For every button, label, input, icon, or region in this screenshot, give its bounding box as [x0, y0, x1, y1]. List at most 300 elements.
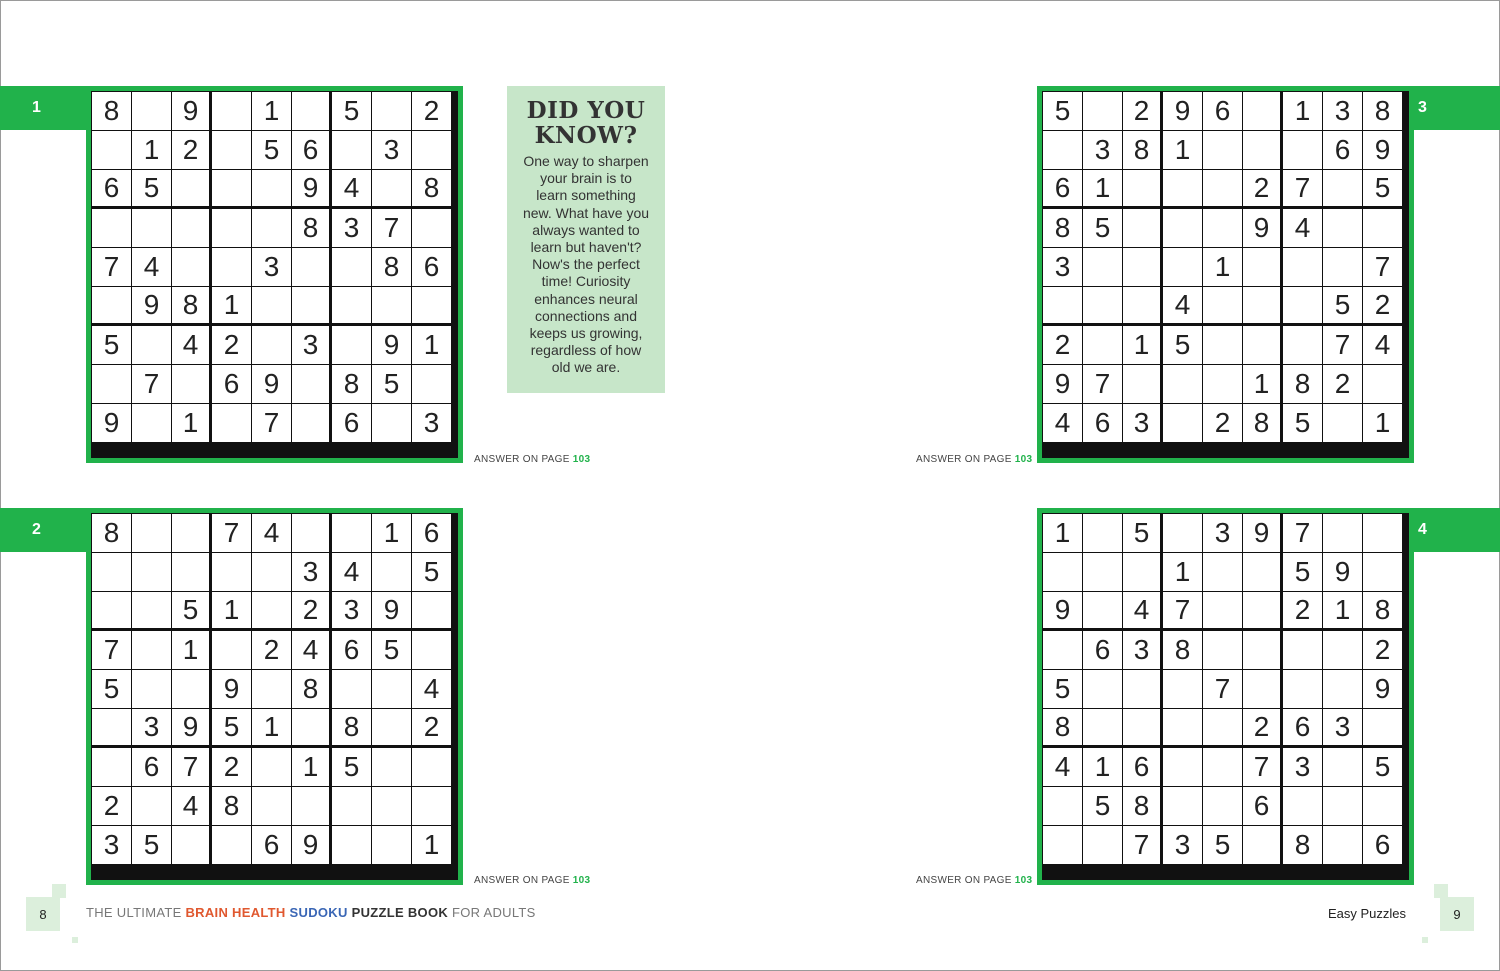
sudoku-cell: 6 [332, 404, 371, 442]
did-you-know-line: new. What have you [522, 204, 650, 221]
answer-reference-2 [474, 875, 590, 886]
sudoku-cell: 1 [292, 748, 329, 786]
sudoku-cell [1043, 287, 1082, 323]
sudoku-cell [1123, 248, 1160, 286]
sudoku-cell [1203, 553, 1242, 591]
sudoku-cell [212, 131, 251, 169]
sudoku-cell: 5 [332, 748, 371, 786]
sudoku-cell [1203, 365, 1242, 403]
sudoku-cell [92, 709, 131, 745]
sudoku-cell [252, 209, 291, 247]
sudoku-cell: 1 [212, 592, 251, 628]
sudoku-cell [1083, 553, 1122, 591]
sudoku-cell [1203, 787, 1242, 825]
sudoku-cell [132, 92, 171, 130]
sudoku-cell [412, 365, 451, 403]
sudoku-cell: 6 [1283, 709, 1322, 745]
sudoku-cell [92, 131, 131, 169]
sudoku-cell: 8 [92, 514, 131, 552]
sudoku-cell [1243, 553, 1280, 591]
did-you-know-line: One way to sharpen [523, 153, 649, 169]
footer-decoration [52, 884, 66, 898]
sudoku-cell [1363, 709, 1402, 745]
sudoku-cell [1243, 131, 1280, 169]
sudoku-cell: 2 [1123, 92, 1160, 130]
sudoku-cell [1163, 248, 1202, 286]
sudoku-cell: 7 [132, 365, 171, 403]
sudoku-cell: 4 [332, 170, 371, 206]
sudoku-cell [332, 248, 371, 286]
sudoku-cell: 8 [412, 170, 451, 206]
sudoku-cell: 9 [372, 592, 411, 628]
sudoku-cell [332, 131, 371, 169]
answer-page: 103 [572, 454, 591, 465]
sudoku-cell [292, 365, 329, 403]
sudoku-board [91, 91, 458, 458]
sudoku-cell: 3 [252, 248, 291, 286]
sudoku-cell [1243, 326, 1280, 364]
sudoku-grid-3 [1037, 86, 1414, 463]
puzzle-number-4: 4 [1400, 508, 1500, 552]
sudoku-cell: 8 [332, 709, 371, 745]
sudoku-cell [1083, 287, 1122, 323]
sudoku-cell: 3 [1163, 826, 1202, 864]
book-title-part: THE ULTIMATE [86, 905, 186, 920]
did-you-know-line: always wanted to [532, 221, 640, 238]
sudoku-board [1042, 91, 1409, 458]
sudoku-cell: 4 [412, 670, 451, 708]
sudoku-cell [172, 248, 209, 286]
sudoku-cell [172, 553, 209, 591]
sudoku-cell: 3 [92, 826, 131, 864]
answer-prefix: ANSWER ON PAGE [916, 454, 1012, 465]
sudoku-cell: 1 [1283, 92, 1322, 130]
sudoku-cell [1323, 514, 1362, 552]
sudoku-cell: 3 [332, 592, 371, 628]
sudoku-cell [1123, 365, 1160, 403]
section-title: Easy Puzzles [1328, 906, 1407, 921]
sudoku-cell [1083, 670, 1122, 708]
did-you-know-line: learn something [536, 187, 636, 204]
sudoku-cell: 3 [292, 326, 329, 364]
sudoku-cell: 5 [132, 826, 171, 864]
sudoku-cell [1163, 170, 1202, 206]
sudoku-cell [1043, 553, 1082, 591]
sudoku-cell [292, 287, 329, 323]
book-title-part: FOR ADULTS [451, 905, 536, 920]
sudoku-cell: 6 [132, 748, 171, 786]
sudoku-cell: 5 [1083, 787, 1122, 825]
sudoku-cell: 2 [212, 326, 251, 364]
sudoku-cell: 4 [1163, 287, 1202, 323]
answer-reference-1 [474, 454, 590, 465]
footer-decoration [1434, 884, 1448, 898]
sudoku-cell [372, 670, 411, 708]
sudoku-cell: 2 [252, 631, 291, 669]
sudoku-cell: 9 [1243, 514, 1280, 552]
sudoku-cell [1163, 787, 1202, 825]
sudoku-cell [1323, 209, 1362, 247]
sudoku-grid-1 [86, 86, 463, 463]
did-you-know-line: keeps us growing, [529, 325, 643, 342]
sudoku-cell [1323, 170, 1362, 206]
sudoku-cell [1323, 631, 1362, 669]
left-page-number: 8 [26, 897, 60, 931]
sudoku-cell: 5 [1203, 826, 1242, 864]
sudoku-cell [212, 631, 251, 669]
sudoku-cell: 7 [1283, 514, 1322, 552]
sudoku-cell: 1 [412, 826, 451, 864]
sudoku-cell: 9 [372, 326, 411, 364]
sudoku-cell [1203, 709, 1242, 745]
sudoku-cell [132, 631, 171, 669]
sudoku-cell [332, 670, 371, 708]
sudoku-cell: 7 [1323, 326, 1362, 364]
sudoku-cell: 3 [1123, 404, 1160, 442]
sudoku-cell: 1 [212, 287, 251, 323]
sudoku-cell [1283, 787, 1322, 825]
sudoku-cell [252, 170, 291, 206]
sudoku-cell: 6 [1123, 748, 1160, 786]
sudoku-cell: 1 [412, 326, 451, 364]
sudoku-cell [1163, 709, 1202, 745]
sudoku-cell: 4 [292, 631, 329, 669]
sudoku-cell: 8 [92, 92, 131, 130]
answer-reference-3 [916, 454, 1032, 465]
sudoku-cell: 7 [252, 404, 291, 442]
sudoku-cell: 7 [1243, 748, 1280, 786]
sudoku-cell [132, 326, 171, 364]
sudoku-cell [332, 826, 371, 864]
sudoku-cell: 5 [332, 92, 371, 130]
sudoku-cell: 6 [412, 514, 451, 552]
sudoku-cell: 8 [1283, 826, 1322, 864]
sudoku-cell: 4 [1043, 748, 1082, 786]
sudoku-cell: 5 [1283, 553, 1322, 591]
sudoku-cell: 8 [212, 787, 251, 825]
sudoku-cell [412, 209, 451, 247]
sudoku-cell: 3 [332, 209, 371, 247]
sudoku-cell [1283, 631, 1322, 669]
footer-decoration [72, 937, 78, 943]
sudoku-cell: 4 [172, 787, 209, 825]
sudoku-cell: 5 [172, 592, 209, 628]
sudoku-cell [372, 787, 411, 825]
sudoku-cell [252, 670, 291, 708]
answer-reference-4 [916, 875, 1032, 886]
sudoku-cell [292, 92, 329, 130]
sudoku-cell: 1 [132, 131, 171, 169]
sudoku-cell: 6 [212, 365, 251, 403]
sudoku-cell: 8 [332, 365, 371, 403]
sudoku-cell [372, 748, 411, 786]
sudoku-cell [292, 514, 329, 552]
sudoku-cell [212, 209, 251, 247]
sudoku-cell: 6 [92, 170, 131, 206]
sudoku-cell [1323, 670, 1362, 708]
sudoku-cell: 3 [1203, 514, 1242, 552]
sudoku-cell: 5 [92, 326, 131, 364]
sudoku-cell [372, 709, 411, 745]
sudoku-cell [172, 209, 209, 247]
sudoku-cell: 4 [172, 326, 209, 364]
did-you-know-line: old we are. [551, 359, 621, 376]
did-you-know-line: your brain is to [540, 170, 632, 187]
answer-prefix: ANSWER ON PAGE [916, 875, 1012, 886]
sudoku-cell: 1 [1363, 404, 1402, 442]
sudoku-cell: 8 [1043, 209, 1082, 247]
sudoku-cell: 6 [1323, 131, 1362, 169]
sudoku-cell: 6 [292, 131, 329, 169]
book-title [86, 905, 536, 920]
sudoku-cell: 8 [292, 209, 329, 247]
sudoku-cell [212, 404, 251, 442]
did-you-know-line: regardless of how [530, 342, 642, 359]
sudoku-cell [1163, 670, 1202, 708]
sudoku-cell: 4 [1363, 326, 1402, 364]
sudoku-cell [252, 287, 291, 323]
sudoku-cell: 2 [412, 92, 451, 130]
sudoku-cell: 5 [372, 631, 411, 669]
sudoku-cell: 9 [252, 365, 291, 403]
sudoku-cell: 1 [372, 514, 411, 552]
sudoku-cell [1323, 748, 1362, 786]
did-you-know-box [507, 86, 665, 393]
sudoku-cell: 9 [292, 170, 329, 206]
sudoku-cell: 9 [212, 670, 251, 708]
sudoku-cell [1243, 592, 1280, 628]
sudoku-cell: 2 [412, 709, 451, 745]
book-title-puzzle-book: PUZZLE BOOK [351, 905, 452, 920]
sudoku-cell [172, 670, 209, 708]
sudoku-cell [372, 92, 411, 130]
sudoku-cell: 4 [1123, 592, 1160, 628]
sudoku-cell: 5 [1163, 326, 1202, 364]
did-you-know-title [507, 98, 665, 148]
sudoku-cell: 9 [1043, 365, 1082, 403]
sudoku-cell [1363, 787, 1402, 825]
sudoku-cell [92, 365, 131, 403]
sudoku-cell [1163, 209, 1202, 247]
sudoku-cell [1283, 131, 1322, 169]
sudoku-board [91, 513, 458, 880]
sudoku-cell: 8 [1123, 131, 1160, 169]
sudoku-cell: 7 [1083, 365, 1122, 403]
sudoku-cell [1203, 592, 1242, 628]
sudoku-cell [1203, 170, 1242, 206]
sudoku-cell [92, 592, 131, 628]
sudoku-cell: 3 [292, 553, 329, 591]
sudoku-cell [372, 287, 411, 323]
answer-page: 103 [572, 875, 591, 886]
sudoku-cell [1123, 553, 1160, 591]
sudoku-cell: 7 [372, 209, 411, 247]
sudoku-cell [1203, 209, 1242, 247]
sudoku-cell [1283, 670, 1322, 708]
sudoku-cell [1363, 553, 1402, 591]
sudoku-cell [1283, 287, 1322, 323]
sudoku-cell: 9 [132, 287, 171, 323]
sudoku-cell [92, 287, 131, 323]
book-title-brain-health: BRAIN HEALTH [185, 905, 290, 920]
sudoku-cell [1283, 326, 1322, 364]
sudoku-cell: 6 [1083, 631, 1122, 669]
sudoku-cell: 5 [412, 553, 451, 591]
sudoku-cell [1083, 826, 1122, 864]
sudoku-cell: 2 [1043, 326, 1082, 364]
sudoku-cell: 8 [1123, 787, 1160, 825]
sudoku-cell [412, 631, 451, 669]
sudoku-cell: 9 [172, 709, 209, 745]
sudoku-cell: 9 [292, 826, 329, 864]
answer-prefix: ANSWER ON PAGE [474, 454, 570, 465]
sudoku-cell: 7 [172, 748, 209, 786]
sudoku-cell: 5 [1043, 92, 1082, 130]
sudoku-cell: 2 [1323, 365, 1362, 403]
sudoku-cell: 2 [92, 787, 131, 825]
sudoku-cell [412, 592, 451, 628]
sudoku-cell [252, 553, 291, 591]
sudoku-cell: 6 [1243, 787, 1280, 825]
sudoku-cell: 7 [212, 514, 251, 552]
sudoku-cell: 2 [172, 131, 209, 169]
sudoku-cell: 7 [1283, 170, 1322, 206]
sudoku-cell: 8 [1363, 92, 1402, 130]
sudoku-cell [172, 365, 209, 403]
sudoku-cell [1203, 287, 1242, 323]
sudoku-cell [1083, 248, 1122, 286]
sudoku-cell: 6 [412, 248, 451, 286]
sudoku-cell: 5 [212, 709, 251, 745]
sudoku-cell [132, 404, 171, 442]
sudoku-cell [372, 826, 411, 864]
sudoku-cell: 1 [1083, 748, 1122, 786]
sudoku-cell [292, 404, 329, 442]
sudoku-cell [1243, 826, 1280, 864]
sudoku-cell [132, 514, 171, 552]
sudoku-cell: 3 [132, 709, 171, 745]
sudoku-cell: 1 [1123, 326, 1160, 364]
sudoku-cell [1123, 287, 1160, 323]
sudoku-cell [1363, 365, 1402, 403]
sudoku-cell [212, 92, 251, 130]
sudoku-cell [1203, 631, 1242, 669]
sudoku-cell [1363, 514, 1402, 552]
sudoku-cell [372, 170, 411, 206]
sudoku-cell [1323, 826, 1362, 864]
sudoku-cell [1123, 209, 1160, 247]
puzzle-number-2: 2 [0, 508, 100, 552]
sudoku-cell [1283, 248, 1322, 286]
sudoku-cell [132, 209, 171, 247]
sudoku-cell: 3 [1083, 131, 1122, 169]
sudoku-cell [1083, 514, 1122, 552]
did-you-know-line: time! Curiosity [541, 273, 631, 290]
sudoku-cell: 3 [1323, 92, 1362, 130]
sudoku-cell: 9 [1323, 553, 1362, 591]
sudoku-cell [1043, 787, 1082, 825]
sudoku-cell: 9 [92, 404, 131, 442]
sudoku-cell: 6 [332, 631, 371, 669]
book-title-sudoku: SUDOKU [289, 905, 352, 920]
sudoku-cell: 9 [1363, 131, 1402, 169]
sudoku-board [1042, 513, 1409, 880]
sudoku-cell [1203, 748, 1242, 786]
sudoku-cell: 9 [1043, 592, 1082, 628]
sudoku-cell [372, 553, 411, 591]
sudoku-cell: 4 [332, 553, 371, 591]
sudoku-cell [332, 287, 371, 323]
sudoku-cell: 6 [1043, 170, 1082, 206]
sudoku-cell: 8 [292, 670, 329, 708]
sudoku-cell [92, 748, 131, 786]
sudoku-cell: 6 [1083, 404, 1122, 442]
sudoku-cell: 3 [1043, 248, 1082, 286]
sudoku-cell [1243, 248, 1280, 286]
sudoku-cell [212, 553, 251, 591]
sudoku-cell [1083, 92, 1122, 130]
sudoku-cell: 2 [1243, 170, 1280, 206]
sudoku-cell [252, 326, 291, 364]
sudoku-cell: 9 [1363, 670, 1402, 708]
sudoku-grid-2 [86, 508, 463, 885]
sudoku-cell [1163, 748, 1202, 786]
sudoku-cell [212, 248, 251, 286]
sudoku-cell [412, 748, 451, 786]
sudoku-cell [1323, 248, 1362, 286]
sudoku-cell: 8 [1163, 631, 1202, 669]
sudoku-cell: 6 [1363, 826, 1402, 864]
sudoku-cell: 2 [292, 592, 329, 628]
answer-page: 103 [1014, 875, 1033, 886]
sudoku-cell: 7 [92, 248, 131, 286]
sudoku-cell: 1 [1323, 592, 1362, 628]
sudoku-cell: 7 [1363, 248, 1402, 286]
sudoku-cell: 7 [1163, 592, 1202, 628]
sudoku-cell [1203, 131, 1242, 169]
sudoku-cell: 4 [1043, 404, 1082, 442]
sudoku-cell [1043, 131, 1082, 169]
did-you-know-line: enhances neural [534, 290, 638, 307]
did-you-know-line: Now's the perfect [532, 256, 640, 273]
sudoku-cell: 8 [1283, 365, 1322, 403]
sudoku-cell [332, 787, 371, 825]
sudoku-cell: 3 [1123, 631, 1160, 669]
sudoku-cell: 8 [1243, 404, 1280, 442]
sudoku-cell: 9 [1163, 92, 1202, 130]
sudoku-cell: 2 [1243, 709, 1280, 745]
sudoku-cell: 3 [1323, 709, 1362, 745]
did-you-know-title-line: DID YOU [526, 97, 646, 124]
did-you-know-text [507, 153, 665, 377]
sudoku-cell [172, 514, 209, 552]
sudoku-cell [1123, 170, 1160, 206]
sudoku-cell: 8 [1363, 592, 1402, 628]
sudoku-cell [1043, 631, 1082, 669]
sudoku-cell [252, 787, 291, 825]
sudoku-cell [412, 131, 451, 169]
sudoku-cell [1123, 670, 1160, 708]
sudoku-cell: 1 [1083, 170, 1122, 206]
sudoku-cell [212, 826, 251, 864]
sudoku-cell: 8 [372, 248, 411, 286]
sudoku-cell: 1 [1043, 514, 1082, 552]
answer-prefix: ANSWER ON PAGE [474, 875, 570, 886]
puzzle-number-3: 3 [1400, 86, 1500, 130]
sudoku-cell: 1 [1243, 365, 1280, 403]
sudoku-cell [1083, 326, 1122, 364]
sudoku-cell [1043, 826, 1082, 864]
